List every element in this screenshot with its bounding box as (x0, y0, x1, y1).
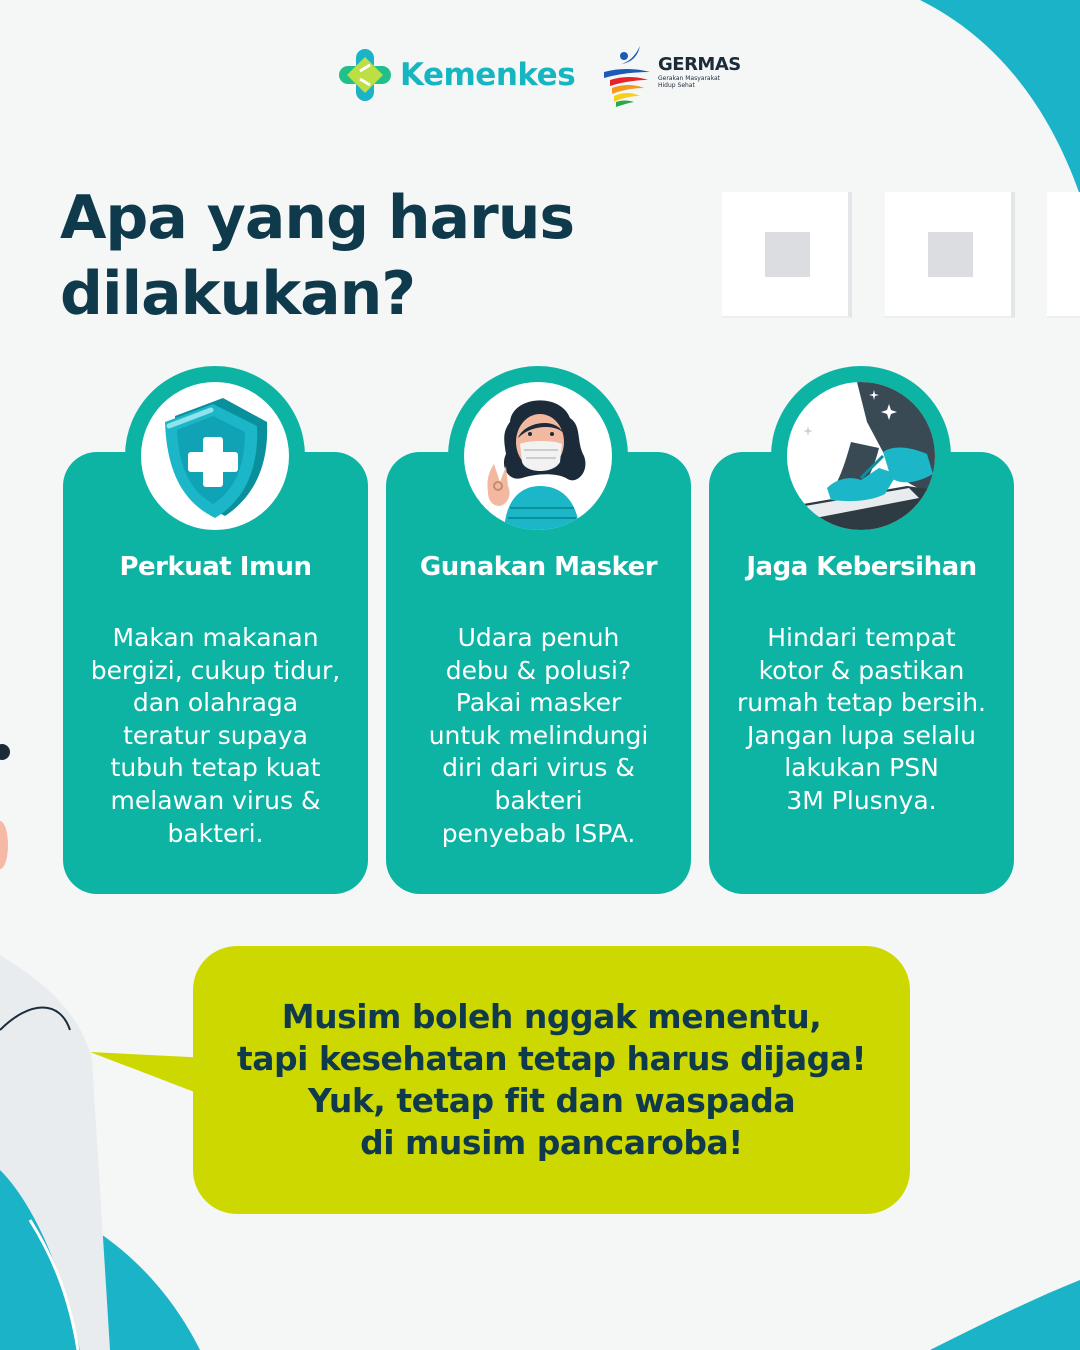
card-1-body (63, 622, 368, 850)
germas-logo (600, 42, 741, 108)
card-3-line-1: Hindari tempat (767, 623, 956, 652)
card-1-line-2: bergizi, cukup tidur, (90, 655, 341, 685)
masked-woman-illustration (464, 382, 612, 530)
card-2-line-7: penyebab ISPA. (441, 818, 636, 848)
card-3-icon-circle (787, 382, 935, 530)
card-1-icon-circle (141, 382, 289, 530)
card-1-line-7: bakteri. (167, 818, 264, 848)
card-1-title: Perkuat Imun (119, 552, 312, 582)
shield-plus-icon (141, 382, 289, 530)
wall-frame-2 (885, 192, 1015, 318)
page-title-line-1: Apa yang harus (60, 183, 575, 253)
kemenkes-logo (338, 46, 575, 104)
wall-frame-1 (722, 192, 852, 318)
germas-emblem-icon (600, 42, 654, 108)
card-2-line-3: Pakai masker (455, 688, 622, 718)
speech-line-1: Musim boleh nggak menentu, (281, 997, 822, 1036)
germas-tagline-1: Gerakan Masyarakat (658, 74, 720, 82)
cleaning-gloves-illustration (787, 382, 935, 530)
card-3-body (709, 622, 1014, 818)
speech-bubble-tail (90, 1040, 210, 1100)
card-2-line-6: bakteri (494, 785, 583, 815)
card-2-icon-circle (464, 382, 612, 530)
card-1-line-4: teratur supaya (123, 720, 308, 750)
speech-line-3: Yuk, tetap fit dan waspada (307, 1081, 796, 1120)
germas-wordmark: GERMAS (658, 53, 741, 75)
card-2-line-2: debu & polusi? (445, 655, 632, 685)
speech-line-4: di musim pancaroba! (360, 1123, 743, 1162)
card-2-line-4: untuk melindungi (428, 720, 649, 750)
card-3-line-4: Jangan lupa selalu (747, 720, 976, 750)
page-title (60, 180, 660, 332)
germas-tagline-2: Hidup Sehat (658, 81, 695, 89)
card-2-line-1: Udara penuh (457, 623, 620, 652)
card-3-line-5: lakukan PSN (784, 753, 939, 783)
kemenkes-wordmark: Kemenkes (400, 57, 576, 93)
page-title-line-2: dilakukan? (60, 259, 416, 329)
speech-bubble-text (237, 996, 866, 1164)
card-2-line-5: diri dari virus & (442, 753, 635, 783)
card-3-line-6: 3M Plusnya. (786, 785, 937, 815)
corner-decoration-bottom-right (920, 1280, 1080, 1350)
card-2-title: Gunakan Masker (419, 552, 658, 582)
card-3-line-2: kotor & pastikan (758, 655, 965, 685)
card-3-line-3: rumah tetap bersih. (737, 688, 986, 718)
wall-frame-3 (1047, 192, 1080, 318)
kemenkes-emblem-icon (338, 47, 392, 103)
speech-line-2: tapi kesehatan tetap harus dijaga! (236, 1039, 867, 1078)
card-1-line-6: melawan virus & (110, 785, 321, 815)
speech-bubble (193, 946, 910, 1214)
header-logos (0, 40, 1080, 110)
card-1-line-1: Makan makanan (112, 623, 319, 652)
card-1-line-3: dan olahraga (132, 688, 299, 718)
card-2-body (386, 622, 691, 850)
card-1-line-5: tubuh tetap kuat (110, 753, 321, 783)
card-3-title: Jaga Kebersihan (746, 552, 977, 582)
